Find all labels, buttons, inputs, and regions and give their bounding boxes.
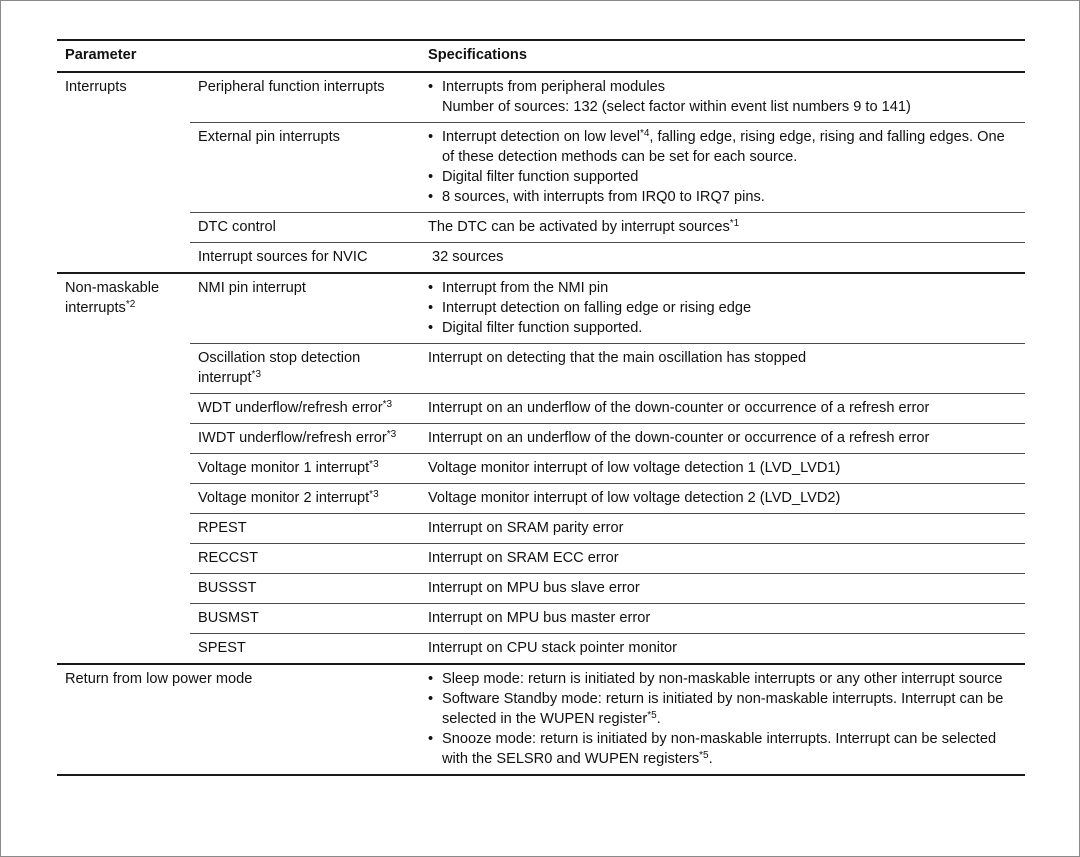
row-spec: Interrupt on MPU bus slave error: [420, 574, 1025, 604]
table-row: [57, 514, 1025, 544]
group-label-interrupts: Interrupts: [57, 72, 190, 273]
table-header-row: [57, 40, 1025, 72]
row-name: DTC control: [190, 213, 420, 243]
row-spec: The DTC can be activated by interrupt sources$^{*1}$: [420, 213, 1025, 243]
table-row: [57, 544, 1025, 574]
table-row: [57, 664, 1025, 775]
row-name: Voltage monitor 2 interrupt$^{*3}$: [190, 484, 420, 514]
row-name: Interrupt sources for NVIC: [190, 243, 420, 274]
table-row: [57, 424, 1025, 454]
row-name: IWDT underflow/refresh error$^{*3}$: [190, 424, 420, 454]
row-spec: 32 sources: [420, 243, 1025, 274]
row-spec: Interrupt on SRAM ECC error: [420, 544, 1025, 574]
table-row: [57, 123, 1025, 213]
row-name: BUSSST: [190, 574, 420, 604]
row-name: Peripheral function interrupts: [190, 72, 420, 123]
row-spec: Interrupt on an underflow of the down-counter or occurrence of a refresh error: [420, 424, 1025, 454]
row-spec: Voltage monitor interrupt of low voltage detection 1 (LVD_LVD1): [420, 454, 1025, 484]
table-row: [57, 634, 1025, 665]
header-specifications: Specifications: [420, 40, 1025, 72]
table-row: [57, 394, 1025, 424]
table-row: [57, 604, 1025, 634]
row-name: RECCST: [190, 544, 420, 574]
row-name: Oscillation stop detection interrupt$^{*3}$: [190, 344, 420, 394]
bullet-item: • Sleep mode: return is initiated by non-maskable interrupts or any other interrupt source: [428, 669, 1017, 689]
row-spec: [420, 123, 1025, 213]
row-spec: [420, 273, 1025, 344]
table-row: [57, 72, 1025, 123]
row-spec: Interrupt on MPU bus master error: [420, 604, 1025, 634]
table-row: [57, 574, 1025, 604]
table-row: [57, 484, 1025, 514]
group-label-nmi: Non-maskable interrupts$^{*2}$: [57, 273, 190, 664]
row-name: Voltage monitor 1 interrupt$^{*3}$: [190, 454, 420, 484]
row-name: SPEST: [190, 634, 420, 665]
table-row: [57, 273, 1025, 344]
group-label-low-power: Return from low power mode: [57, 664, 420, 775]
row-name: BUSMST: [190, 604, 420, 634]
row-name: WDT underflow/refresh error$^{*3}$: [190, 394, 420, 424]
bullet-item: • Interrupt detection on falling edge or rising edge: [428, 298, 1017, 318]
spec-table: [57, 39, 1025, 776]
row-name: NMI pin interrupt: [190, 273, 420, 344]
bullet-item: • Interrupt detection on low level$^{*4}$, falling edge, rising edge, rising and falling edges. One of these detection methods can be set for each source.: [428, 127, 1017, 167]
table-row: [57, 344, 1025, 394]
bullet-item: • Snooze mode: return is initiated by non-maskable interrupts. Interrupt can be selected with the SELSR0 and WUPEN registers$^{*5}$.: [428, 729, 1017, 769]
row-spec: Voltage monitor interrupt of low voltage detection 2 (LVD_LVD2): [420, 484, 1025, 514]
bullet-item: • Software Standby mode: return is initiated by non-maskable interrupts. Interrupt can be selected in the WUPEN register$^{*5}$.: [428, 689, 1017, 729]
table-row: [57, 454, 1025, 484]
row-name: RPEST: [190, 514, 420, 544]
table-row: [57, 213, 1025, 243]
bullet-item: • 8 sources, with interrupts from IRQ0 to IRQ7 pins.: [428, 187, 1017, 207]
table-row: [57, 243, 1025, 274]
row-spec: [420, 72, 1025, 123]
row-spec: [420, 664, 1025, 775]
header-parameter: Parameter: [57, 40, 420, 72]
row-spec: Interrupt on detecting that the main oscillation has stopped: [420, 344, 1025, 394]
bullet-item: • Digital filter function supported: [428, 167, 1017, 187]
bullet-item: • Interrupts from peripheral modules Number of sources: 132 (select factor within event list numbers 9 to 141): [428, 77, 1017, 117]
row-spec: Interrupt on SRAM parity error: [420, 514, 1025, 544]
bullet-item: • Digital filter function supported.: [428, 318, 1017, 338]
row-name: External pin interrupts: [190, 123, 420, 213]
row-spec: Interrupt on an underflow of the down-counter or occurrence of a refresh error: [420, 394, 1025, 424]
row-spec: Interrupt on CPU stack pointer monitor: [420, 634, 1025, 665]
bullet-item: • Interrupt from the NMI pin: [428, 278, 1017, 298]
